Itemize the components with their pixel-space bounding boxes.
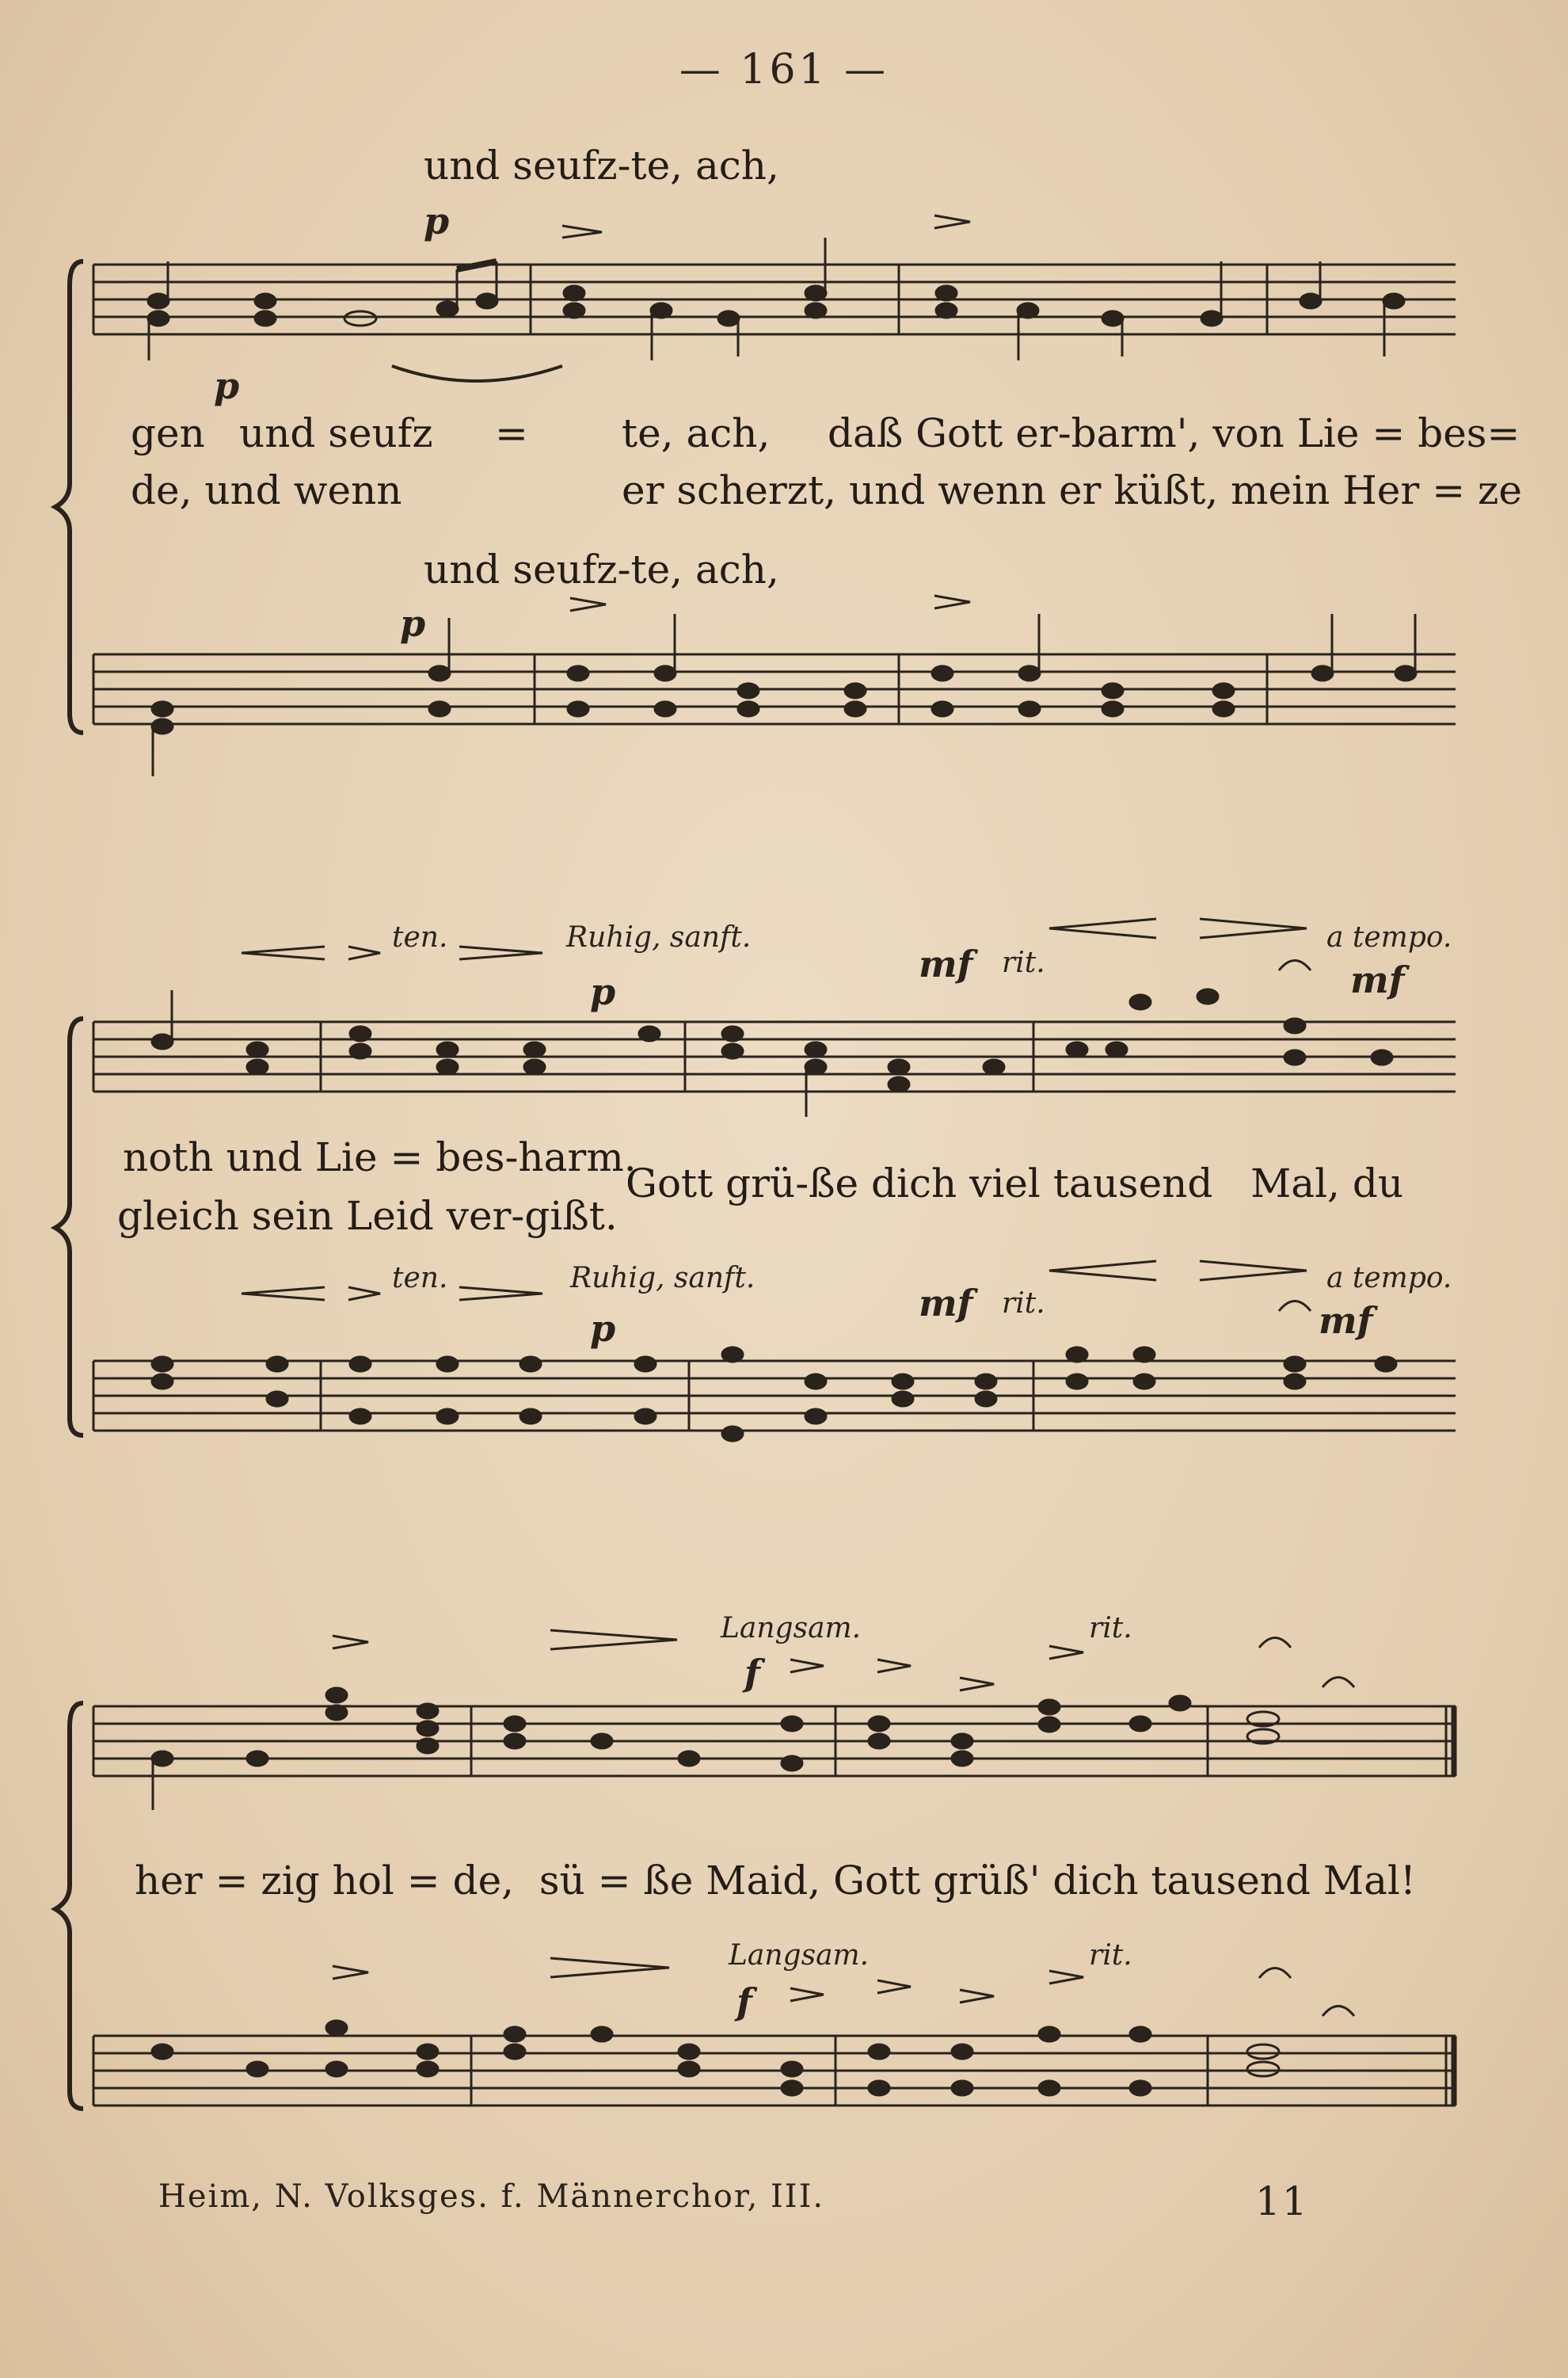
footer-signature: 11: [1255, 2178, 1309, 2224]
page-number: — 161 —: [679, 46, 889, 93]
tempo-rit: rit.: [1089, 1939, 1132, 1972]
dynamic-f: f: [744, 1652, 760, 1694]
lyric-verse1: und seufz: [239, 410, 433, 456]
dynamic-p: p: [214, 364, 240, 407]
tempo-langsam: Langsam.: [729, 1939, 870, 1972]
lyric-upper-top: und seufz-te, ach,: [424, 143, 779, 189]
dynamic-p: p: [424, 200, 450, 242]
tempo-rit: rit.: [1002, 1287, 1045, 1320]
dynamic-p: p: [400, 602, 426, 645]
tempo-rit: rit.: [1089, 1612, 1132, 1644]
lyric-line: her = zig hol = de, sü = ße Maid, Gott grüß' dich tausend Mal!: [135, 1858, 1416, 1904]
tempo-ruhig: Ruhig, sanft.: [566, 921, 752, 954]
dynamic-f: f: [736, 1980, 752, 2023]
lyric-verse1: te, ach,: [622, 410, 771, 456]
dynamic-p: p: [590, 1307, 616, 1350]
tempo-ten: ten.: [392, 921, 448, 954]
tempo-a-tempo: a tempo.: [1326, 921, 1452, 954]
lyric-verse1: noth und Lie = bes-harm.: [123, 1134, 637, 1180]
tempo-a-tempo: a tempo.: [1326, 1262, 1452, 1294]
lyric-verse1: =: [495, 410, 528, 456]
footer-source: Heim, N. Volksges. f. Männerchor, III.: [158, 2178, 825, 2215]
lyric-verse2: gleich sein Leid ver-gißt.: [117, 1193, 618, 1239]
dynamic-p: p: [590, 970, 616, 1013]
dynamic-mf: mf: [1350, 958, 1405, 1001]
dynamic-mf: mf: [919, 943, 973, 985]
lyric-verse1: daß Gott er-barm', von Lie = bes=: [828, 410, 1520, 456]
tempo-ten: ten.: [392, 1262, 448, 1294]
dynamic-mf: mf: [1319, 1299, 1373, 1342]
lyric-verse2: de, und wenn: [131, 467, 402, 513]
tempo-rit: rit.: [1002, 947, 1045, 979]
tempo-langsam: Langsam.: [721, 1612, 862, 1644]
dynamic-mf: mf: [919, 1282, 973, 1324]
lyric-verse2: er scherzt, und wenn er küßt, mein Her = ze: [622, 467, 1522, 513]
lyric-lower-top: und seufz-te, ach,: [424, 547, 779, 593]
lyric-verse1: gen: [131, 410, 205, 456]
lyric-refrain: Gott grü-ße dich viel tausend Mal, du: [626, 1160, 1404, 1206]
tempo-ruhig: Ruhig, sanft.: [570, 1262, 755, 1294]
